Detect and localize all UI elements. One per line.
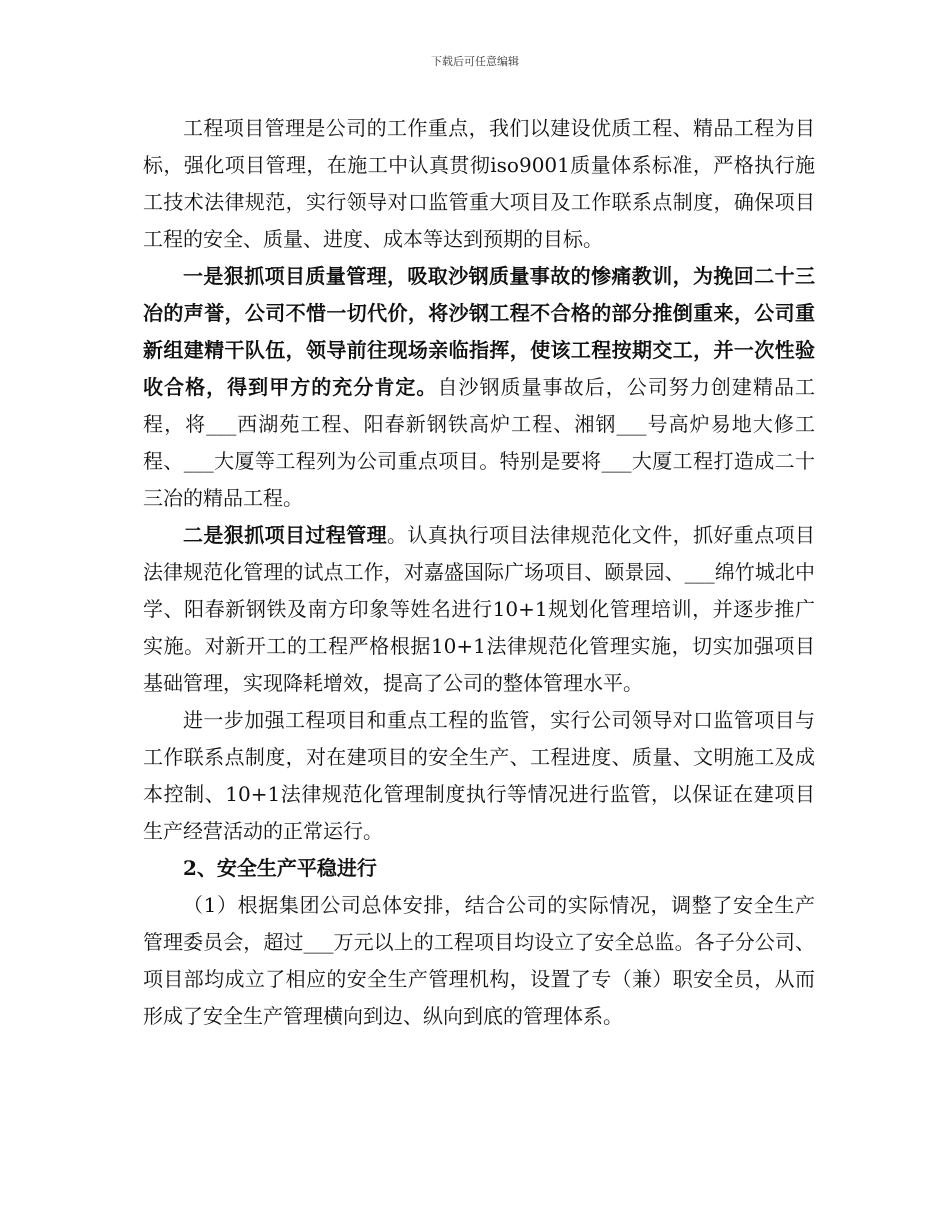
section-heading-safety: 2、安全生产平稳进行 — [183, 856, 377, 880]
paragraph-quality-management-body: 自沙钢质量事故后，公司努力创建精品工程，将___西湖苑工程、阳春新钢铁高炉工程、湘钢___号高炉易地大修工程、___大厦等工程列为公司重点项目。特别是要将___大厦工程打造成二十三冶的精品工程。 — [143, 375, 816, 510]
paragraph-supervision: 进一步加强工程项目和重点工程的监管，实行公司领导对口监管项目与工作联系点制度，对在建项目的安全生产、工程进度、质量、文明施工及成本控制、10+1法律规范化管理制度执行等情况进行监管，以保证在建项目生产经营活动的正常运行。 — [143, 708, 815, 843]
paragraph-process-management — [143, 517, 815, 702]
document-body — [143, 110, 815, 1035]
paragraph-quality-management-lead: 一是狠抓项目质量管理，吸取沙钢质量事故的惨痛教训，为挽回二十三冶的声誉，公司不惜一切代价，将沙钢工程不合格的部分推倒重来，公司重新组建精干队伍，领导前往现场亲临指挥，使该工程按期交工，并一次性验收合格，得到甲方的充分肯定。 — [143, 264, 815, 399]
paragraph-safety-committee: （1）根据集团公司总体安排，结合公司的实际情况，调整了安全生产管理委员会，超过___万元以上的工程项目均设立了安全总监。各子分公司、项目部均成立了相应的安全生产管理机构，设置了专（兼）职安全员，从而形成了安全生产管理横向到边、纵向到底的管理体系。 — [143, 893, 815, 1028]
paragraph-quality-management — [143, 258, 815, 517]
paragraph-process-management-body: 。认真执行项目法律规范化文件，抓好重点项目法律规范化管理的试点工作，对嘉盛国际广场项目、颐景园、___绵竹城北中学、阳春新钢铁及南方印象等姓名进行10+1规划化管理培训，并逐步推广实施。对新开工的工程严格根据10+1法律规范化管理实施，切实加强项目基础管理，实现降耗增效，提高了公司的整体管理水平。 — [143, 523, 815, 695]
page-header: 下载后可任意编辑 — [431, 55, 519, 68]
paragraph-process-management-lead: 二是狠抓项目过程管理 — [183, 523, 387, 547]
paragraph-project-management: 工程项目管理是公司的工作重点，我们以建设优质工程、精品工程为目标，强化项目管理，在施工中认真贯彻iso9001质量体系标准，严格执行施工技术法律规范，实行领导对口监管重大项目及工作联系点制度，确保项目工程的安全、质量、进度、成本等达到预期的目标。 — [143, 116, 815, 251]
